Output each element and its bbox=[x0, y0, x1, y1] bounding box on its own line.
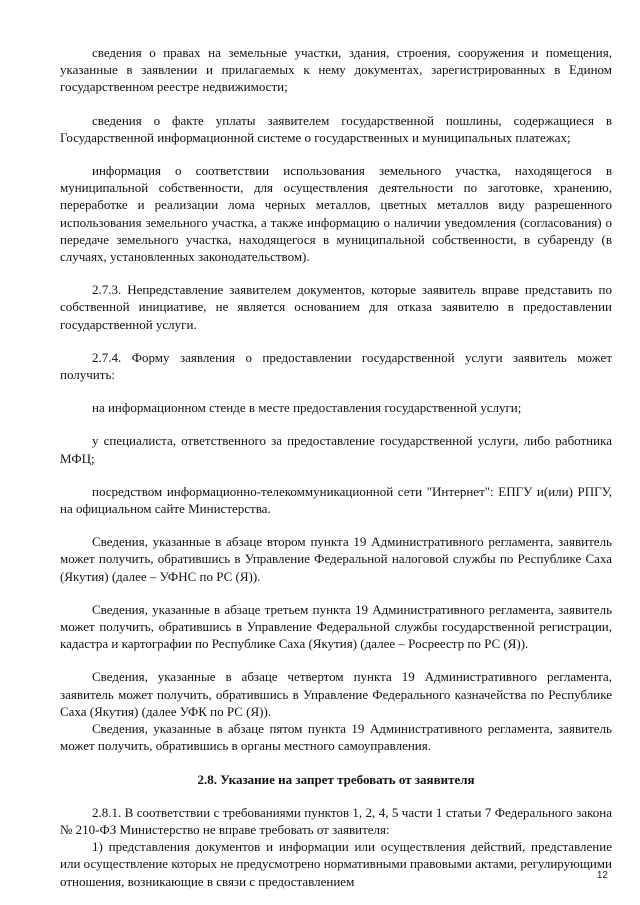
section-heading-2-8: 2.8. Указание на запрет требовать от заявителя bbox=[197, 771, 475, 787]
paragraph-egrn-rights: сведения о правах на земельные участки, здания, строения, сооружения и помещения, указанные в заявлении и прилагаемых к нему документах, зарегистрированных в Едином государственном реестре недвижимости; bbox=[60, 45, 612, 95]
paragraph-state-duty: сведения о факте уплаты заявителем государственной пошлины, содержащиеся в Государственной информационной системе о государственных и муниципальных платежах; bbox=[60, 112, 612, 145]
paragraph-rosreestr: Сведения, указанные в абзаце третьем пункта 19 Административного регламента, заявитель может получить, обратившись в Управление Федеральной службы государственной регистрации, кадастра и картографии по Республике Саха (Якутия) (далее – Росреестр по РС (Я)). bbox=[60, 601, 612, 652]
paragraph-ufk: Сведения, указанные в абзаце четвертом пункта 19 Административного регламента, заявитель может получить, обратившись в Управление Федерального казначейства по Республике Саха (Якутия) (далее УФК по РС (Я)). bbox=[60, 669, 612, 719]
paragraph-2-7-4: 2.7.4. Форму заявления о предоставлении государственной услуги заявитель может получить: bbox=[60, 349, 612, 383]
paragraph-2-8-1: 2.8.1. В соответствии с требованиями пунктов 1, 2, 4, 5 части 1 статьи 7 Федерального закона № 210-ФЗ Министерство не вправе требовать от заявителя: bbox=[60, 804, 612, 837]
paragraph-local-government: Сведения, указанные в абзаце пятом пункта 19 Административного регламента, заявитель может получить, обратившись в органы местного самоуправления. bbox=[60, 721, 612, 754]
page-number: 12 bbox=[596, 870, 608, 881]
paragraph-2-7-3: 2.7.3. Непредставление заявителем документов, которые заявитель вправе представить по собственной инициативе, не является основанием для отказа заявителю в предоставлении государственной услуги. bbox=[60, 282, 612, 332]
paragraph-land-use-info: информация о соответствии использования земельного участка, находящегося в муниципальной собственности, для осуществления деятельности по заготовке, хранению, переработке и реализации лома черных металлов, цветных металлов виду разрешенного использования земельного участка, а также информацию о наличии уведомления (согласования) о передаче земельного участка, находящегося в муниципальной собственности, в субаренду (в случаях, установленных законодательством). bbox=[60, 163, 612, 265]
list-item-internet: посредством информационно-телекоммуникационной сети "Интернет": ЕПГУ и(или) РПГУ, на официальном сайте Министерства. bbox=[60, 483, 612, 517]
list-item-1: 1) представления документов и информации или осуществления действий, представление или осуществление которых не предусмотрено нормативными правовыми актами, регулирующими отношения, возникающие в связи с предоставлением bbox=[60, 839, 612, 889]
paragraph-ufns: Сведения, указанные в абзаце втором пункта 19 Административного регламента, заявитель может получить, обратившись в Управление Федеральной налоговой службы по Республике Саха (Якутия) (далее – УФНС по РС (Я)). bbox=[60, 534, 612, 584]
list-item-info-stand: на информационном стенде в месте предоставления государственной услуги; bbox=[92, 400, 522, 416]
list-item-specialist: у специалиста, ответственного за предоставление государственной услуги, либо работника МФЦ; bbox=[60, 433, 612, 466]
document-page bbox=[60, 44, 612, 890]
